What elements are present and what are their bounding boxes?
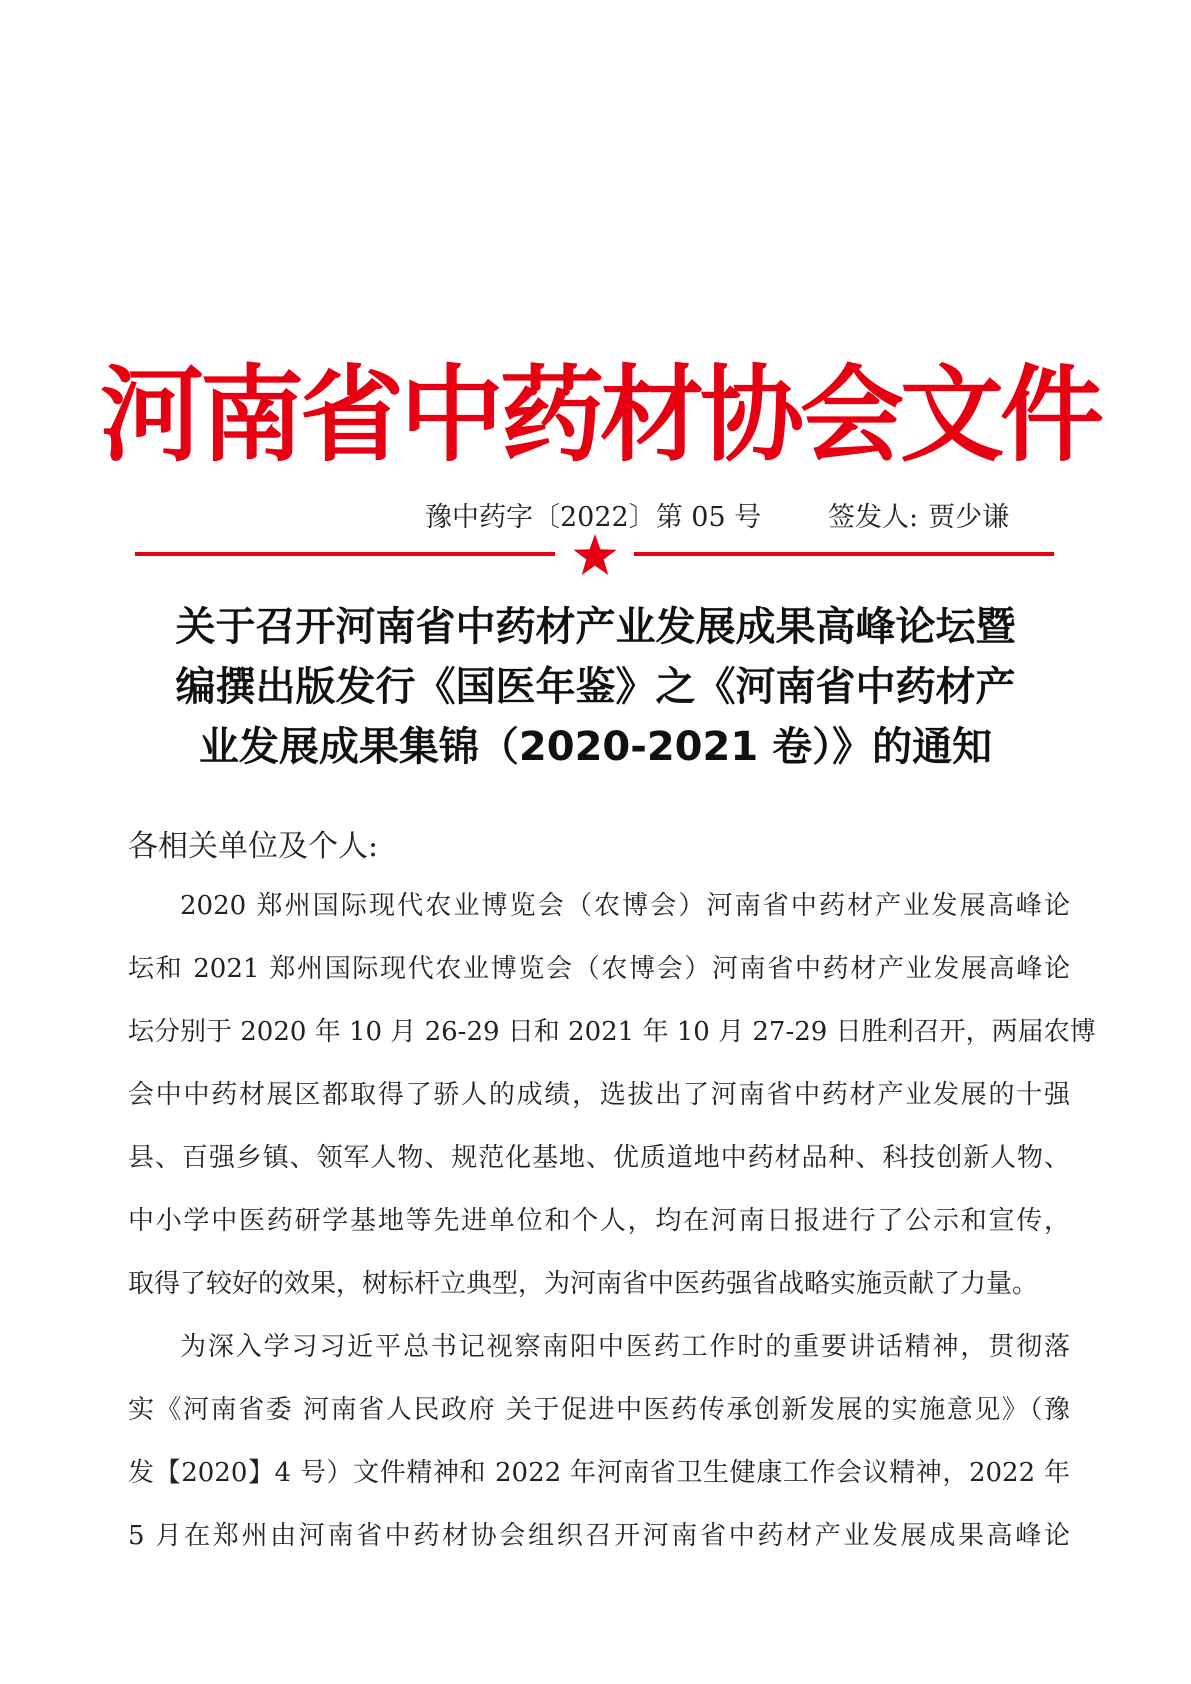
salutation: 各相关单位及个人: [128, 829, 379, 864]
masthead-title: 河南省中药材协会文件 [100, 354, 1101, 476]
paragraph-line: 坛和 2021 郑州国际现代农业博览会（农博会）河南省中药材产业发展高峰论 [128, 954, 1070, 984]
body-paragraph [128, 875, 1096, 1316]
paragraph-line: 县、百强乡镇、领军人物、规范化基地、优质道地中药材品种、科技创新人物、 [128, 1143, 1070, 1173]
signer-name: 贾少谦 [928, 502, 1010, 533]
document-number: 豫中药字〔2022〕第 05 号 [425, 502, 762, 533]
signer-label: 签发人: [828, 502, 919, 533]
paragraph-line: 会中中药材展区都取得了骄人的成绩，选拔出了河南省中药材产业发展的十强 [128, 1080, 1070, 1110]
paragraph-line: 实《河南省委 河南省人民政府 关于促进中医药传承创新发展的实施意见》（豫 [128, 1395, 1070, 1425]
notice-title [120, 597, 1071, 777]
title-line: 关于召开河南省中药材产业发展成果高峰论坛暨 [175, 604, 1016, 650]
red-divider-left [135, 552, 555, 556]
paragraph-line: 2020 郑州国际现代农业博览会（农博会）河南省中药材产业发展高峰论 [180, 891, 1070, 921]
title-line: 业发展成果集锦（2020-2021 卷）》的通知 [198, 724, 993, 770]
paragraph-line: 5 月在郑州由河南省中药材协会组织召开河南省中药材产业发展成果高峰论 [128, 1521, 1070, 1551]
title-line: 编撰出版发行《国医年鉴》之《河南省中药材产 [175, 664, 1016, 710]
paragraph-line: 中小学中医药研学基地等先进单位和个人，均在河南日报进行了公示和宣传， [128, 1206, 1070, 1236]
star-icon [572, 533, 618, 577]
paragraph-line: 取得了较好的效果，树标杆立典型，为河南省中医药强省战略实施贡献了力量。 [128, 1269, 1039, 1299]
red-divider-right [634, 552, 1054, 556]
signer [828, 499, 1009, 537]
paragraph-line: 发【2020】4 号）文件精神和 2022 年河南省卫生健康工作会议精神，2022 年 [128, 1458, 1070, 1488]
body-paragraph [128, 1316, 1070, 1568]
paragraph-line: 为深入学习习近平总书记视察南阳中医药工作时的重要讲话精神，贯彻落 [180, 1332, 1070, 1362]
paragraph-line: 坛分别于 2020 年 10 月 26-29 日和 2021 年 10 月 27-29 日胜利召开，两届农博 [128, 1017, 1096, 1047]
